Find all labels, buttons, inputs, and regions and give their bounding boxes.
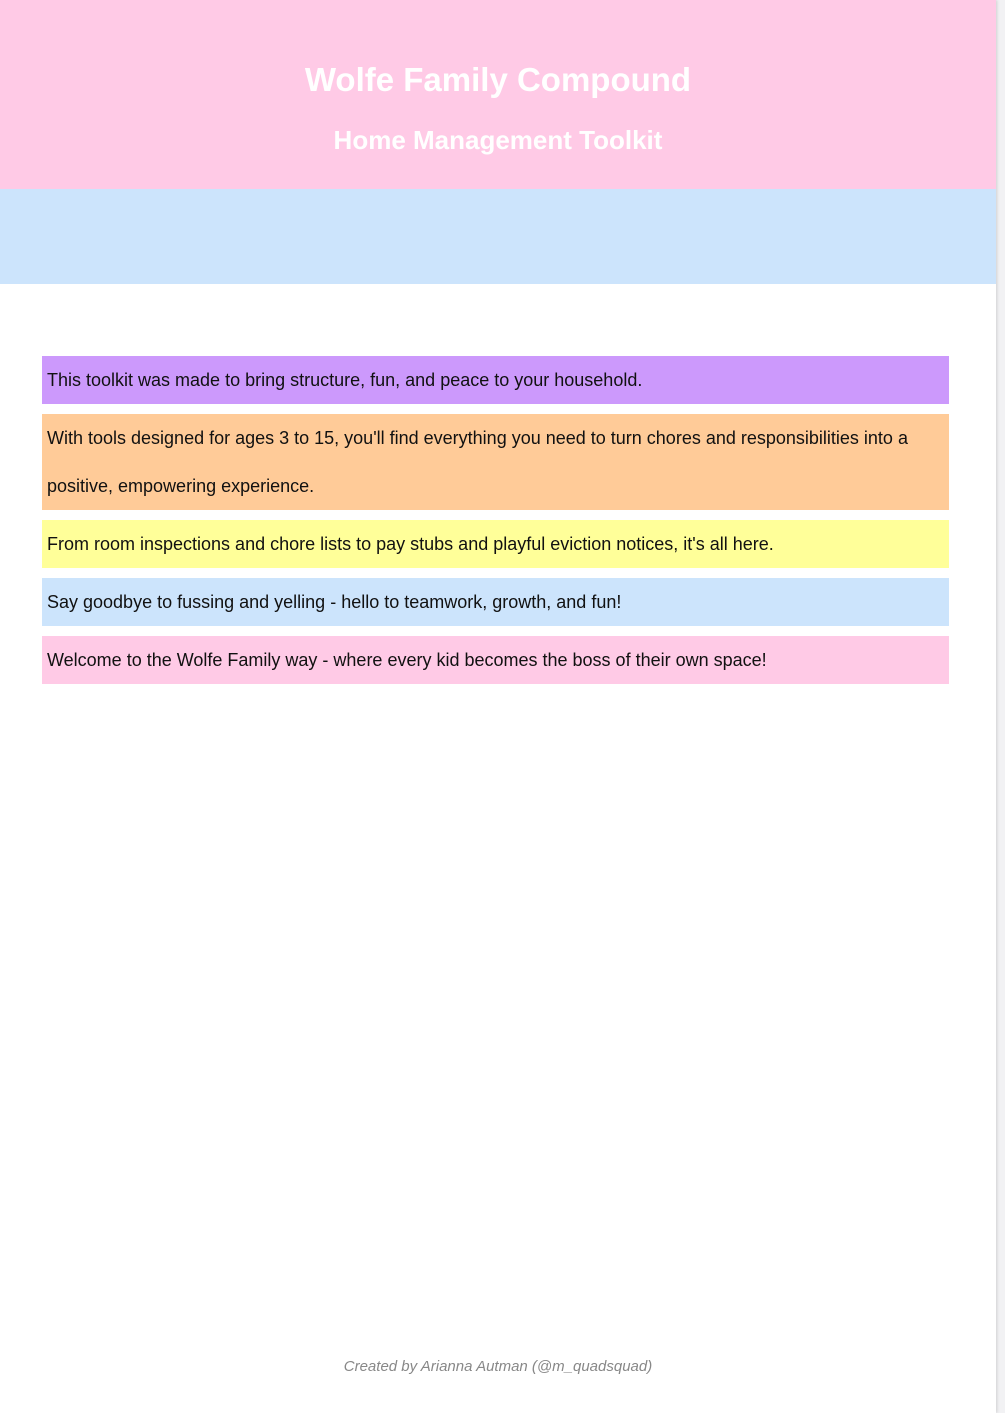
intro-block-ages: With tools designed for ages 3 to 15, you'll find everything you need to turn chores and responsibilities into a positive, empowering experience.: [42, 414, 949, 510]
intro-block-goodbye: Say goodbye to fussing and yelling - hello to teamwork, growth, and fun!: [42, 578, 949, 626]
intro-block-welcome: Welcome to the Wolfe Family way - where every kid becomes the boss of their own space!: [42, 636, 949, 684]
decorative-band: [0, 189, 996, 284]
header-banner: [0, 0, 996, 189]
page-subtitle: Home Management Toolkit: [333, 125, 663, 155]
page-title: Wolfe Family Compound: [304, 61, 692, 98]
footer-credit: Created by Arianna Autman (@m_quadsquad): [343, 1358, 653, 1375]
intro-block-contents: From room inspections and chore lists to pay stubs and playful eviction notices, it's all here.: [42, 520, 949, 568]
intro-blocks: [42, 356, 949, 694]
intro-block-purpose: This toolkit was made to bring structure, fun, and peace to your household.: [42, 356, 949, 404]
